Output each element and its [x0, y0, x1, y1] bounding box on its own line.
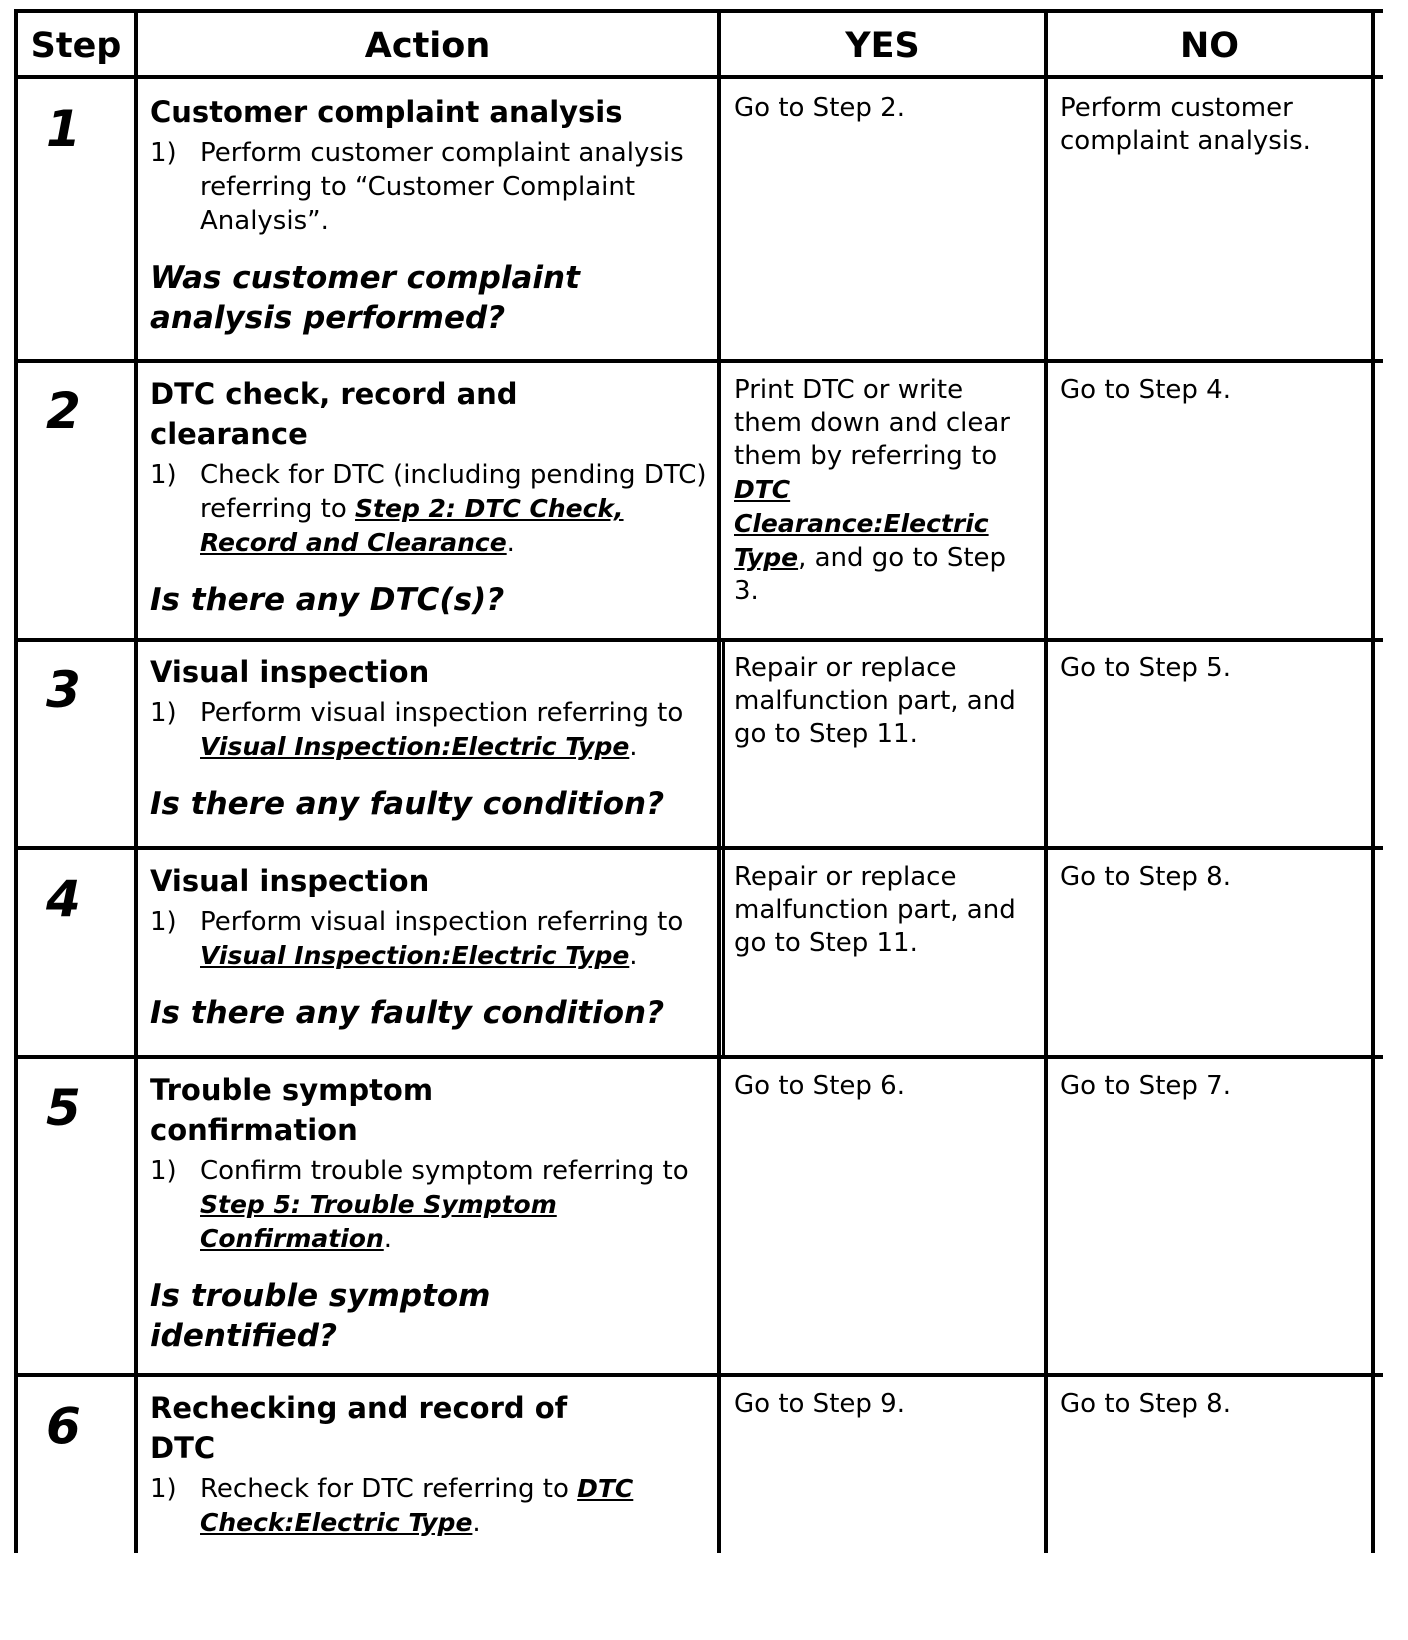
- action-cell: [150, 374, 710, 620]
- item-text: Perform visual inspection referring to: [200, 907, 684, 937]
- yes-text: Print DTC or write them down and clear them by referring to: [734, 375, 1010, 471]
- yes-cell: [734, 1388, 1038, 1421]
- header-action: Action: [364, 26, 491, 66]
- step-number: 4: [46, 870, 81, 928]
- action-title: Customer complaint analysis: [150, 95, 623, 129]
- item-text: Recheck for DTC referring to: [200, 1474, 578, 1504]
- yes-cell: [734, 861, 1038, 960]
- step-number: 5: [46, 1079, 81, 1137]
- procedure-link[interactable]: Visual Inspection:Electric Type: [200, 941, 630, 970]
- action-title: Visual inspection: [150, 864, 430, 898]
- rule: [14, 359, 1383, 363]
- action-item: [150, 1472, 710, 1540]
- item-number: 1): [150, 1156, 177, 1186]
- rule: [14, 9, 1383, 13]
- action-item: [150, 458, 710, 560]
- action-cell: [150, 1388, 710, 1540]
- action-cell: [150, 652, 715, 824]
- action-title: Rechecking and record of DTC: [150, 1391, 568, 1465]
- action-title: DTC check, record and clearance: [150, 377, 518, 451]
- rule: [134, 9, 138, 1553]
- procedure-link[interactable]: DTC Check:Electric Type: [200, 1474, 634, 1537]
- yes-text: Repair or replace malfunction part, and go to Step 11.: [734, 862, 1016, 958]
- header-yes: YES: [845, 26, 920, 66]
- rule: [14, 1055, 1383, 1059]
- yes-cell: [734, 92, 1038, 125]
- action-question: Is trouble symptom identified?: [150, 1278, 491, 1354]
- yes-text: Go to Step 9.: [734, 1389, 905, 1419]
- item-text: Confirm trouble symptom referring to: [200, 1156, 689, 1186]
- step-number: 2: [46, 382, 81, 440]
- action-item: [150, 1154, 710, 1256]
- yes-cell: [734, 374, 1038, 608]
- rule: [14, 9, 18, 1553]
- action-item: [150, 905, 715, 973]
- action-question: Is there any DTC(s)?: [150, 582, 505, 618]
- rule: [14, 75, 1383, 79]
- procedure-link[interactable]: DTC Clearance:Electric Type: [734, 475, 989, 572]
- yes-text: Go to Step 6.: [734, 1071, 905, 1101]
- no-cell: Go to Step 4.: [1060, 375, 1231, 405]
- rule: [722, 640, 725, 1057]
- action-item: [150, 696, 715, 764]
- header-step: Step: [30, 26, 122, 66]
- rule: [14, 846, 1383, 850]
- no-cell: Perform customer complaint analysis.: [1060, 93, 1311, 156]
- no-cell: Go to Step 8.: [1060, 862, 1231, 892]
- yes-cell: [734, 1070, 1038, 1103]
- item-number: 1): [150, 907, 177, 937]
- rule: [1044, 9, 1048, 1553]
- item-number: 1): [150, 460, 177, 490]
- item-text: Check for DTC (including pending DTC) referring to: [200, 460, 707, 524]
- procedure-link[interactable]: Step 5: Trouble Symptom Confirmation: [200, 1190, 557, 1253]
- item-text-end: .: [629, 732, 638, 762]
- item-number: 1): [150, 138, 177, 168]
- item-text-end: .: [383, 1224, 393, 1254]
- yes-cell: [734, 652, 1038, 751]
- no-cell: Go to Step 7.: [1060, 1071, 1231, 1101]
- action-cell: [150, 1070, 710, 1356]
- procedure-link[interactable]: Step 2: DTC Check, Record and Clearance: [200, 494, 624, 557]
- yes-text: Repair or replace malfunction part, and go to Step 11.: [734, 653, 1016, 749]
- item-text: Perform customer complaint analysis referring to “Customer Complaint Analysis”.: [200, 138, 684, 236]
- action-question: Was customer complaint analysis performed?: [150, 260, 580, 336]
- item-number: 1): [150, 1474, 177, 1504]
- header-no: NO: [1179, 26, 1240, 66]
- action-title: Visual inspection: [150, 655, 430, 689]
- item-number: 1): [150, 698, 177, 728]
- no-cell: Go to Step 5.: [1060, 653, 1231, 683]
- no-cell: Go to Step 8.: [1060, 1389, 1231, 1419]
- action-cell: [150, 92, 710, 338]
- yes-text: Go to Step 2.: [734, 93, 905, 123]
- yes-text-end: , and go to Step 3.: [734, 543, 1007, 606]
- action-question: Is there any faulty condition?: [150, 786, 665, 822]
- action-item: [150, 136, 710, 238]
- item-text-end: .: [506, 528, 515, 558]
- rule: [717, 9, 721, 1553]
- rule: [1371, 9, 1375, 1553]
- item-text-end: .: [629, 941, 638, 971]
- action-question: Is there any faulty condition?: [150, 995, 665, 1031]
- procedure-link[interactable]: Visual Inspection:Electric Type: [200, 732, 630, 761]
- action-cell: [150, 861, 715, 1033]
- step-number: 3: [46, 661, 81, 719]
- rule: [14, 1373, 1383, 1377]
- item-text-end: .: [472, 1508, 481, 1538]
- step-number: 6: [46, 1397, 81, 1455]
- item-text: Perform visual inspection referring to: [200, 698, 684, 728]
- step-number: 1: [46, 100, 81, 158]
- rule: [14, 638, 1383, 642]
- action-title: Trouble symptom confirmation: [150, 1073, 434, 1147]
